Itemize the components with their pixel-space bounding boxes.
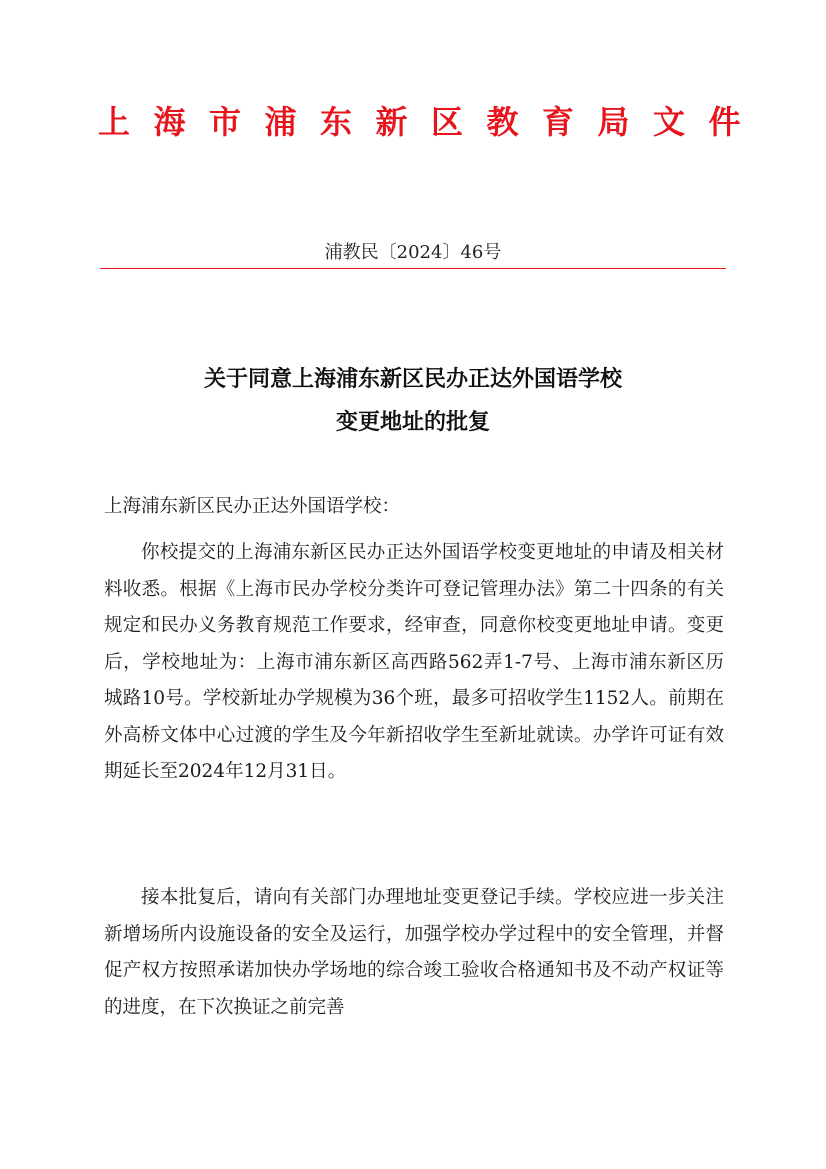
body-paragraph-1: 你校提交的上海浦东新区民办正达外国语学校变更地址的申请及相关材料收悉。根据《上海市民办学校分类许可登记管理办法》第二十四条的有关规定和民办义务教育规范工作要求，经审查，同意你校变更地址申请。变更后，学校地址为：上海市浦东新区高西路562弄1-7号、上海市浦东新区历城路10号。学校新址办学规模为36个班，最多可招收学生1152人。前期在外高桥文体中心过渡的学生及今年新招收学生至新址就读。办学许可证有效期延长至2024年12月31日。 xyxy=(104,542,724,782)
body-paragraph-2: 接本批复后，请向有关部门办理地址变更登记手续。学校应进一步关注新增场所内设施设备的安全及运行，加强学校办学过程中的安全管理，并督促产权方按照承诺加快办学场地的综合竣工验收合格通知书及不动产权证等的进度，在下次换证之前完善 xyxy=(104,887,724,1018)
header-divider xyxy=(100,268,726,269)
recipient-line: 上海浦东新区民办正达外国语学校： xyxy=(104,496,401,517)
issuer-title: 上海市浦东新区教育局文件 xyxy=(98,103,765,141)
document-number: 浦教民〔2024〕46号 xyxy=(324,242,502,263)
document-title-line-2: 变更地址的批复 xyxy=(335,409,490,435)
document-title-line-1: 关于同意上海浦东新区民办正达外国语学校 xyxy=(203,366,622,392)
